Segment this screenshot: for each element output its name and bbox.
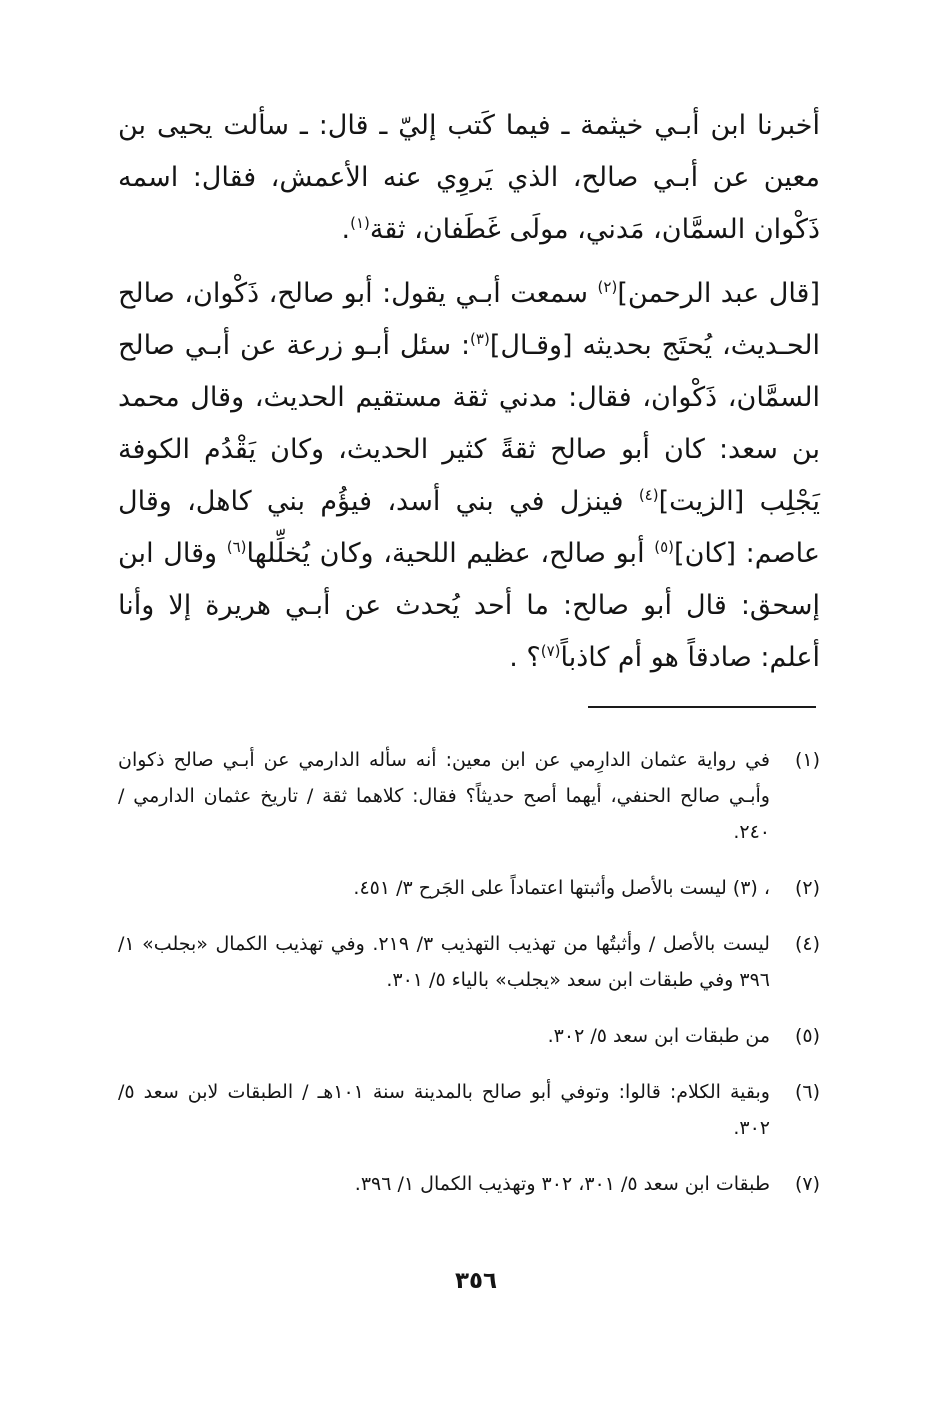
footnote-text: في رواية عثمان الدارِمي عن ابن معين: أنه سأله الدارمي عن أبـي صالح ذكوان وأبـي صالح الحنفي، أيهما أصح حديثاً؟ فقال: كلاهما ثقة / تاريخ عثمان الدارمي / ٢٤٠.: [118, 749, 770, 843]
text-run: أخبرنا ابن أبـي خيثمة ـ فيما كَتب إليّ ـ قال: ـ سألت يحيى بن معين عن أبـي صالح، الذي يَروِي عنه الأعمش، فقال: اسمه ذَكْوان السمَّان، مَدني، مولَى غَطَفان، ثقة: [118, 110, 820, 245]
text-run: .: [341, 214, 351, 245]
footnote-text: من طبقات ابن سعد ٥/ ٣٠٢.: [547, 1025, 770, 1047]
footnote-text: ليست بالأصل / وأثبتُها من تهذيب التهذيب ٣/ ٢١٩. وفي تهذيب الكمال «بجلب» ١/ ٣٩٦ وفي طبقات ابن سعد «يجلب» بالياء ٥/ ٣٠١.: [118, 933, 770, 991]
text-run: أبو صالح، عظيم اللحية، وكان يُخلِّلها: [246, 538, 655, 569]
footnote-1: [118, 742, 820, 850]
text-run: : سئل أبـو زرعة عن أبـي صالح السمَّان، ذَكْوان، فقال: مدني ثقة مستقيم الحديث، وقال محمد بن سعد: كان أبو صالح ثقةً كثير الحديث، وكان يَقْدُم الكوفة يَجْلِب [الزيت]: [118, 330, 821, 517]
footnote-marker: (٢): [597, 278, 618, 296]
text-run: سمعت أبـي يقول: أبو صالح، ذَكْوان، صالح الحـديث، يُحتَج بحديثه [وقـال]: [118, 278, 820, 361]
text-run: فينزل في بني أسد، فيؤُم بني كاهل، وقال عاصم: [كان]: [118, 486, 821, 569]
footnote-2: [118, 870, 820, 906]
footnote-7: [118, 1166, 820, 1202]
footnote-6: [118, 1074, 820, 1146]
page-number: ٣٥٦: [454, 1268, 498, 1294]
footnote-text: طبقات ابن سعد ٥/ ٣٠١، ٣٠٢ وتهذيب الكمال ١/ ٣٩٦.: [354, 1173, 770, 1195]
footnote-number: (٦): [794, 1081, 820, 1103]
footnote-number: (٢): [794, 877, 820, 899]
paragraph-1: [118, 100, 820, 256]
footnote-text: ، (٣) ليست بالأصل وأثبتها اعتماداً على الجَرح ٣/ ٤٥١.: [353, 877, 770, 899]
footnote-marker: (٥): [654, 538, 675, 556]
text-run: ؟ .: [509, 642, 541, 673]
footnote-marker: (١): [350, 214, 370, 232]
footnote-marker: (٦): [226, 538, 247, 556]
footnote-number: (٥): [794, 1025, 820, 1047]
footnote-number: (٧): [794, 1173, 820, 1195]
footnote-number: (٤): [794, 933, 820, 955]
text-run: [قال عبد الرحمن]: [617, 278, 820, 309]
footnote-4: [118, 926, 820, 998]
footnote-separator: [588, 706, 816, 708]
footnote-marker: (٤): [638, 486, 659, 504]
footnote-marker: (٧): [540, 642, 561, 660]
text-run: وقال ابن إسحق: قال أبو صالح: ما أحد يُحدث عن أبـي هريرة إلا وأنا أعلم: صادقاً هو أم كاذباً: [118, 538, 820, 673]
footnotes: [118, 742, 820, 1222]
paragraph-2: [118, 268, 820, 684]
footnote-marker: (٣): [470, 330, 490, 348]
footnote-number: (١): [794, 749, 820, 771]
main-text: [118, 100, 820, 684]
footnote-text: وبقية الكلام: قالوا: وتوفي أبو صالح بالمدينة سنة ١٠١هـ / الطبقات لابن سعد ٥/ ٣٠٢.: [118, 1081, 770, 1139]
footnote-5: [118, 1018, 820, 1054]
